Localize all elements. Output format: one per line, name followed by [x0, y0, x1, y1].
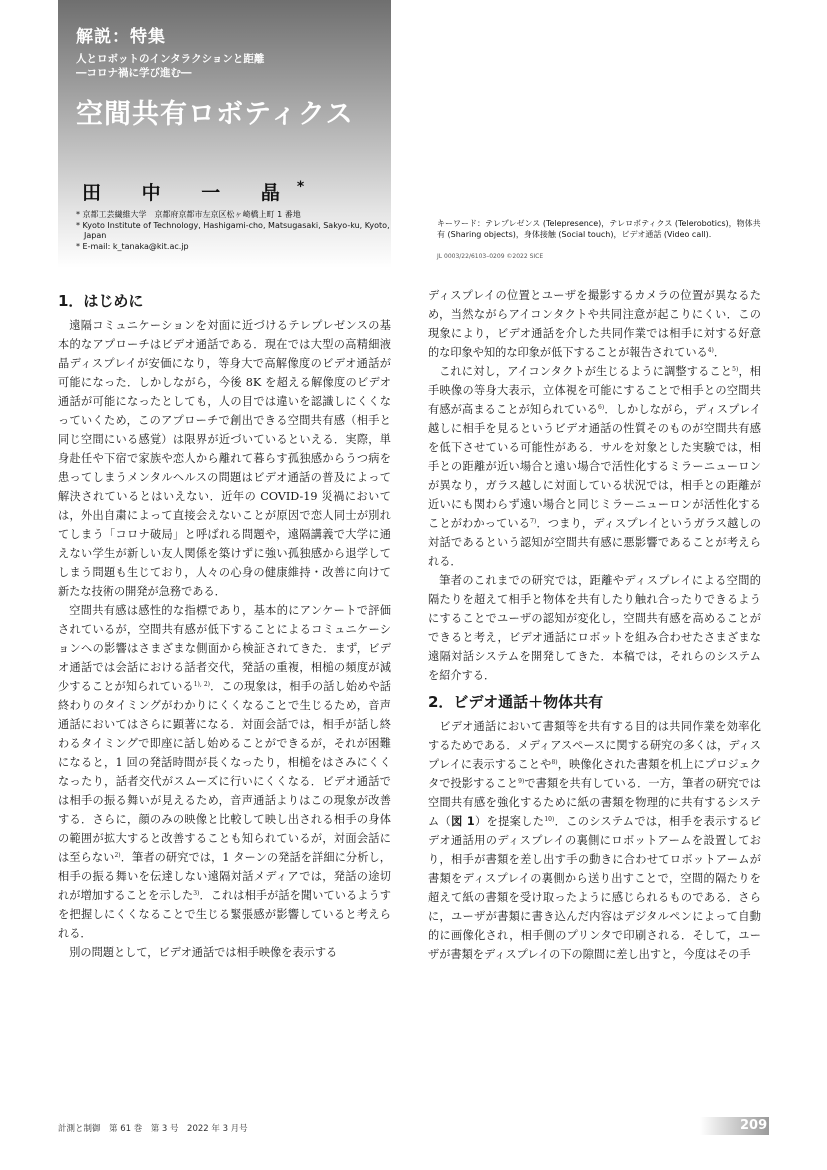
section-2-title: 2．ビデオ通話＋物体共有	[428, 693, 604, 711]
text-run: ．しかしながら，ディスプレイ越しに相手を見るというビデオ通話の性質そのものが空間共有感を低下させている可能性がある．サルを対象とした実験では，相手との距離が近い場合と遠い場合で活性化するミラーニューロンが異なり，ガラス越しに対面している状況では，相手との距離が近いにも関わらず遠い場合と同じミラーニューロンが活性化することがわかっている	[428, 403, 761, 530]
paragraph: 別の問題として，ビデオ通話では相手映像を表示する	[69, 946, 338, 959]
text-run: ．この現象は，相手の話し始めや話終わりのタイミングがわかりにくくなることで生じるため，音声通話においてはさらに顕著になる．対面会話では，相手が話し終わるタイミングで即座に話し始めることができるが，それが困難になると，1 回の発話時間が長くなったり，相槌をはさみにくくなったり，話者交代がスムーズに行いにくくなる．ビデオ通話では相手の振る舞いが見えるため，音声通話よりはこの現象が改善する．さらに，顔のみの映像と比較して映し出される相手の身体の範囲が拡大すると改善することも知られているが，対面会話には至らない	[58, 680, 391, 864]
paragraph	[428, 362, 761, 571]
citation: 3)	[193, 890, 200, 897]
text-run: ．これは相手が話を聞いているようすを把握しにくくなることで生じる緊張感が影響していると考えられる．	[58, 889, 391, 940]
affiliation-en: * Kyoto Institute of Technology, Hashigami-cho, Matsugasaki, Sakyo-ku, Kyoto, Japan	[76, 220, 390, 240]
affiliations	[76, 210, 391, 252]
page-number: 209	[740, 1118, 768, 1133]
paragraph	[428, 717, 761, 964]
text-run: ．つまり，ディスプレイというガラス越しの対話であるという認知が空間共有感に悪影響であることが考えられる．	[428, 517, 761, 568]
affiliation-jp: * 京都工芸繊維大学 京都府京都市左京区松ヶ崎橋上町 1 番地	[76, 210, 301, 219]
author-name	[82, 178, 304, 205]
text-run: 空間共有感は感性的な指標であり，基本的にアンケートで評価されているが，空間共有感が低下することによるコミュニケーションへの影響はさまざまな側面から検証されてきた．まず，ビデオ通話では会話における話者交代，発話の重複，相槌の頻度が減少することが知られている	[58, 604, 391, 693]
journal-footer: 計測と制御 第 61 巻 第 3 号 2022 年 3 月号	[58, 1124, 248, 1134]
series-line-1: 人とロボットのインタラクションと距離	[76, 53, 265, 65]
citation: 8)	[551, 759, 558, 766]
paragraph	[58, 601, 391, 943]
text-run: ，映像化された書類を机上にプロジェクタで投影すること	[428, 758, 762, 790]
series-line-2: ―コロナ禍に学び進む―	[76, 67, 192, 79]
left-column	[58, 290, 391, 962]
paragraph	[428, 286, 761, 362]
figure-reference[interactable]: 図 1	[451, 815, 475, 828]
text-run: ．	[713, 346, 726, 359]
citation: 4)	[707, 347, 714, 354]
keywords: キーワード：テレプレゼンス (Telepresence)，テレロボティクス (Telerobotics)，物体共有 (Sharing objects)，身体接触 (Social touch)，ビデオ通話 (Video call).	[437, 219, 761, 239]
text-run: ，相手映像の等身大表示，立体視を可能にすることで相手との空間共有感が高まることが知られている	[428, 365, 761, 416]
citation: 1), 2)	[193, 681, 210, 688]
citation: 7)	[530, 518, 537, 525]
citation: 9)	[518, 778, 525, 785]
citation: 2)	[114, 852, 121, 859]
text-run: で書類を共有している．一方，筆者の研究では空間共有感を強化するために紙の書類を物理的に共有するシステム（	[428, 777, 761, 828]
text-run: これに対し，アイコンタクトが生じるように調整すること	[439, 365, 733, 378]
citation: 10)	[544, 816, 555, 823]
author-mark: *	[296, 179, 305, 195]
paragraph: 筆者のこれまでの研究では，距離やディスプレイによる空間的隔たりを超えて相手と物体を共有したり触れ合ったりできるようにすることでユーザの認知が変化し，空間共有感を高めることができると考え，ビデオ通話にロボットを組み合わせたさまざまな遠隔対話システムを開発してきた．本稿では，それらのシステムを紹介する．	[428, 574, 761, 682]
citation: 6)	[598, 404, 605, 411]
text-run: ）を提案した	[474, 815, 545, 828]
author-name-text: 田 中 一 晶	[82, 182, 297, 204]
text-run: ．このシステムでは，相手を表示するビデオ通話用のディスプレイの裏側にロボットアームを設置しており，相手が書類を差し出す手の動きに合わせてロボットアームが書類をディスプレイの裏側から送り出すことで，空間的隔たりを超えて紙の書類を受け取ったように感じられるものである．さらに，ユーザが書類に書き込んだ内容はデジタルペンによって自動的に画像化され，相手側のプリンタで印刷される．そして，ユーザが書類をディスプレイの下の隙間に差し出すと，今度はその手	[428, 815, 761, 961]
author-email: * E-mail: k_tanaka@kit.ac.jp	[76, 241, 189, 251]
paragraph: 遠隔コミュニケーションを対面に近づけるテレプレゼンスの基本的なアプローチはビデオ通話である．現在では大型の高精細液晶ディスプレイが安価になり，等身大で高解像度のビデオ通話が可能になった．しかしながら，今後 8K を超える解像度のビデオ通話が可能になったとしても，人の目では違いを認識しにくくなっていくため，このアプローチで創出できる空間共有感（相手と同じ空間にいる感覚）は限界が近づいているといえる．実際，単身赴任や下宿で家族や恋人から離れて暮らす孤独感からうつ病を患ってしまうメンタルヘルスの問題はビデオ通話の普及によって解決されているとはいえない．近年の COVID-19 災禍においては，外出自粛によって直接会えないことが原因で恋人同士が別れてしまう「コロナ破局」と呼ばれる問題や，遠隔講義で大学に通えない学生が新しい友人関係を築けずに強い孤独感から退学してしまう問題も生じており，人々の心身の健康維持・改善に向けて新たな技術の開発が急務である．	[58, 319, 391, 598]
right-column	[428, 286, 761, 964]
citation: 5)	[732, 366, 739, 373]
journal-code: JL 0003/22/6103–0209 ©2022 SICE	[437, 253, 544, 260]
special-issue-title	[76, 52, 264, 80]
article-category: 解説：特集	[76, 27, 166, 47]
text-run: ビデオ通話において書類等を共有する目的は共同作業を効率化するためである．メディアスペースに関する研究の多くは，ディスプレイに表示することや	[428, 720, 761, 771]
page-title: 空間共有ロボティクス	[76, 99, 354, 130]
section-1-title: 1．はじめに	[58, 292, 144, 310]
text-run: ディスプレイの位置とユーザを撮影するカメラの位置が異なるため，当然ながらアイコンタクトや共同注意が起こりにくい．この現象により，ビデオ通話を介した共同作業では相手に対する好意的な印象や知的な印象が低下することが報告されている	[428, 289, 761, 359]
text-run: ．筆者の研究では，1 ターンの発話を詳細に分析し，相手の振る舞いを伝達しない遠隔対話メディアでは，発話の途切れが増加することを示した	[58, 851, 391, 902]
